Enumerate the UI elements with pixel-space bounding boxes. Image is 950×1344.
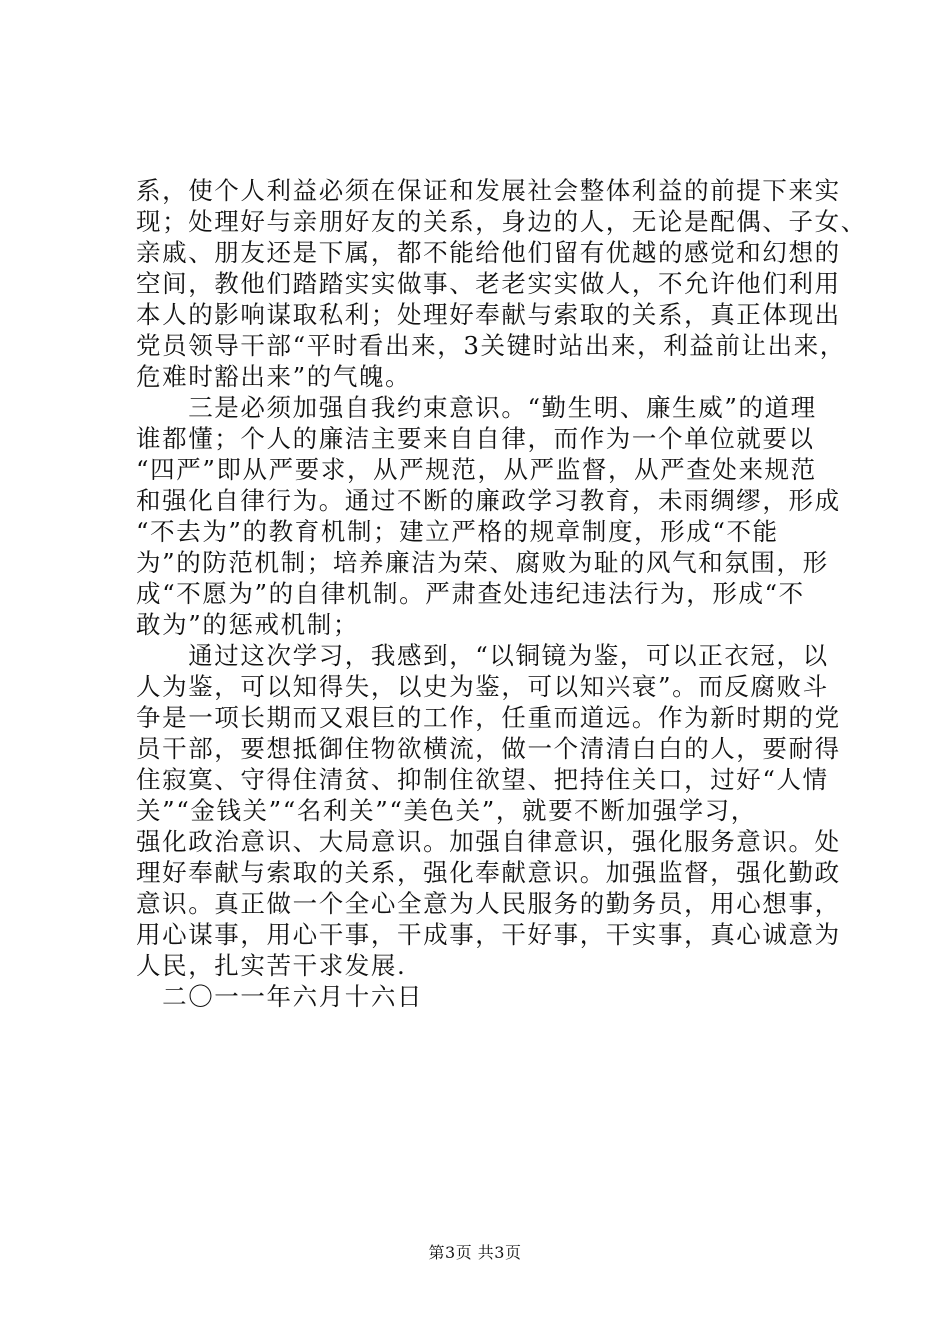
text-line: “不去为”的教育机制；建立严格的规章制度，形成“不能 (136, 517, 779, 546)
text-line: 和强化自律行为。通过不断的廉政学习教育，未雨绸缪，形成 (136, 486, 841, 515)
text-line: 现；处理好与亲朋好友的关系，身边的人，无论是配偶、子女、 (136, 207, 867, 236)
page-number-label: 第3页 共3页 (428, 1243, 522, 1262)
text-line: “四严”即从严要求，从严规范，从严监督，从严查处来规范 (136, 455, 817, 484)
text-line: 亲戚、朋友还是下属，都不能给他们留有优越的感觉和幻想的 (136, 238, 841, 267)
text-line: 空间，教他们踏踏实实做事、老老实实做人，不允许他们利用 (136, 269, 841, 298)
text-line: 党员领导干部“平时看出来，3关键时站出来，利益前让出来， (136, 331, 846, 360)
text-line: 本人的影响谋取私利；处理好奉献与索取的关系，真正体现出 (136, 300, 841, 329)
text-line: 用心谋事，用心干事，干成事，干好事，干实事，真心诚意为 (136, 920, 841, 949)
text-line: 危难时豁出来”的气魄。 (136, 362, 412, 391)
text-line: 系，使个人利益必须在保证和发展社会整体利益的前提下来实 (136, 176, 841, 205)
paragraph-start-line: 通过这次学习，我感到，“以铜镜为鉴，可以正衣冠，以 (136, 641, 829, 670)
text-line: 员干部，要想抵御住物欲横流，做一个清清白白的人，要耐得 (136, 734, 841, 763)
page-footer (0, 1243, 950, 1263)
text-line: 意识。真正做一个全心全意为人民服务的勤务员，用心想事， (136, 889, 841, 918)
paragraph-start-line: 三是必须加强自我约束意识。“勤生明、廉生威”的道理 (136, 393, 817, 422)
text-line: 关”“金钱关”“名利关”“美色关”，就要不断加强学习， (136, 796, 757, 825)
text-line: 强化政治意识、大局意识。加强自律意识，强化服务意识。处 (136, 827, 841, 856)
text-line: 住寂寞、守得住清贫、抑制住欲望、把持住关口，过好“人情 (136, 765, 829, 794)
text-line: 为”的防范机制；培养廉洁为荣、腐败为耻的风气和氛围，形 (136, 548, 829, 577)
text-line: 人为鉴，可以知得失，以史为鉴，可以知兴衰”。而反腐败斗 (136, 672, 829, 701)
text-line: 理好奉献与索取的关系，强化奉献意识。加强监督，强化勤政 (136, 858, 841, 887)
text-line: 成“不愿为”的自律机制。严肃查处违纪违法行为，形成“不 (136, 579, 805, 608)
text-line: 人民，扎实苦干求发展. (136, 951, 407, 980)
text-line: 争是一项长期而又艰巨的工作，任重而道远。作为新时期的党 (136, 703, 841, 732)
document-body (136, 175, 867, 1012)
date-line: 二〇一一年六月十六日 (136, 982, 424, 1011)
text-line: 谁都懂；个人的廉洁主要来自自律，而作为一个单位就要以 (136, 424, 815, 453)
text-line: 敢为”的惩戒机制； (136, 610, 359, 639)
